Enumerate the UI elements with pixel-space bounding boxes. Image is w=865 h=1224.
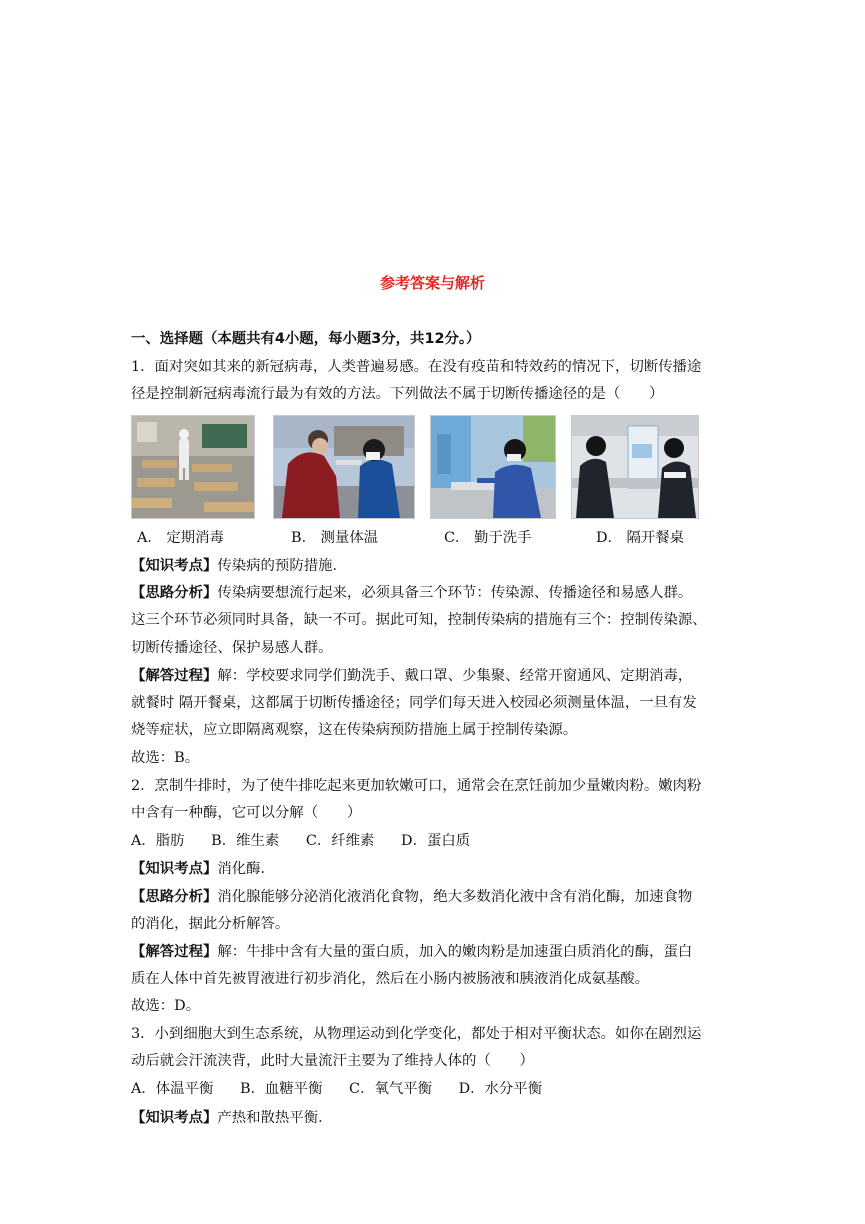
q2-stem-line-2: 中含有一种酶，它可以分解（ ） (131, 805, 362, 822)
q2-solution-line-2: 质在人体中首先被胃液进行初步消化，然后在小肠内被肠液和胰液消化成氨基酸。 (131, 970, 650, 987)
document-body (131, 326, 741, 1131)
q3-option-c: C．氧气平衡 (349, 1081, 433, 1098)
q3-knowledge-point: 【知识考点】产热和散热平衡． (131, 1108, 333, 1126)
page-title: 参考答案与解析 (379, 274, 485, 292)
caption-b: B． 测量体温 (291, 529, 379, 546)
q1-solution-line-3: 烧等症状，应立即隔离观察，这在传染病预防措施上属于控制传染源。 (131, 722, 578, 739)
q1-analysis-line-3: 切断传播途径、保护易感人群。 (131, 639, 333, 656)
q2-stem-line-1: 2．烹制牛排时，为了使牛排吃起来更加软嫩可口，通常会在烹饪前加少量嫩肉粉。嫩肉粉 (131, 777, 702, 794)
q2-options (131, 828, 741, 856)
q2-option-a: A．脂肪 (131, 832, 185, 849)
photo-separated-tables (571, 415, 699, 519)
section-heading: 一、选择题（本题共有4小题，每小题3分，共12分。） (131, 331, 481, 347)
q2-analysis-line-1: 【思路分析】消化腺能够分泌消化液消化食物，绝大多数消化液中含有消化酶，加速食物 (131, 887, 693, 905)
q3-stem-line-2: 动后就会汗流浃背，此时大量流汗主要为了维持人体的（ ） (131, 1053, 534, 1070)
q1-solution-line-1: 【解答过程】解：学校要求同学们勤洗手、戴口罩、少集聚、经常开窗通风、定期消毒， (131, 667, 693, 685)
q2-answer: 故选：D。 (131, 998, 201, 1015)
photo-disinfection (131, 415, 255, 519)
q3-options (131, 1076, 741, 1104)
q1-captions (131, 525, 741, 552)
q2-analysis-line-2: 的消化，据此分析解答。 (131, 915, 290, 932)
q3-option-a: A．体温平衡 (131, 1081, 214, 1098)
q1-knowledge-point: 【知识考点】传染病的预防措施． (131, 556, 347, 574)
caption-d: D． 隔开餐桌 (596, 529, 685, 546)
caption-c: C． 勤于洗手 (444, 529, 532, 546)
q2-knowledge-point: 【知识考点】消化酶． (131, 860, 275, 878)
q3-stem-line-1: 3．小到细胞大到生态系统，从物理运动到化学变化，都处于相对平衡状态。如你在剧烈运 (131, 1025, 702, 1042)
q3-option-d: D．水分平衡 (458, 1081, 543, 1098)
q1-analysis-line-1: 【思路分析】传染病要想流行起来，必须具备三个环节：传染源、传播途径和易感人群。 (131, 584, 693, 602)
q2-option-d: D．蛋白质 (401, 832, 471, 849)
q2-option-b: B．维生素 (211, 832, 280, 849)
q1-analysis-line-2: 这三个环节必须同时具备，缺一不可。据此可知，控制传染病的措施有三个：控制传染源、 (131, 611, 707, 628)
photo-hand-washing (430, 415, 556, 519)
q2-solution-line-1: 【解答过程】解：牛排中含有大量的蛋白质，加入的嫩肉粉是加速蛋白质消化的酶，蛋白 (131, 943, 693, 961)
q1-photo-row (131, 415, 741, 523)
q1-stem-line-2: 径是控制新冠病毒流行最为有效的方法。下列做法不属于切断传播途径的是（ ） (131, 386, 664, 403)
photo-temperature-check (273, 415, 415, 519)
q1-answer: 故选：B。 (131, 749, 200, 766)
q1-stem-line-1: 1．面对突如其来的新冠病毒，人类普遍易感。在没有疫苗和特效药的情况下，切断传播途 (131, 358, 702, 375)
q1-solution-line-2: 就餐时 隔开餐桌，这都属于切断传播途径；同学们每天进入校园必须测量体温，一旦有发 (131, 694, 697, 711)
caption-a: A． 定期消毒 (137, 529, 224, 546)
q2-option-c: C．纤维素 (305, 832, 375, 849)
q3-option-b: B．血糖平衡 (239, 1081, 323, 1098)
